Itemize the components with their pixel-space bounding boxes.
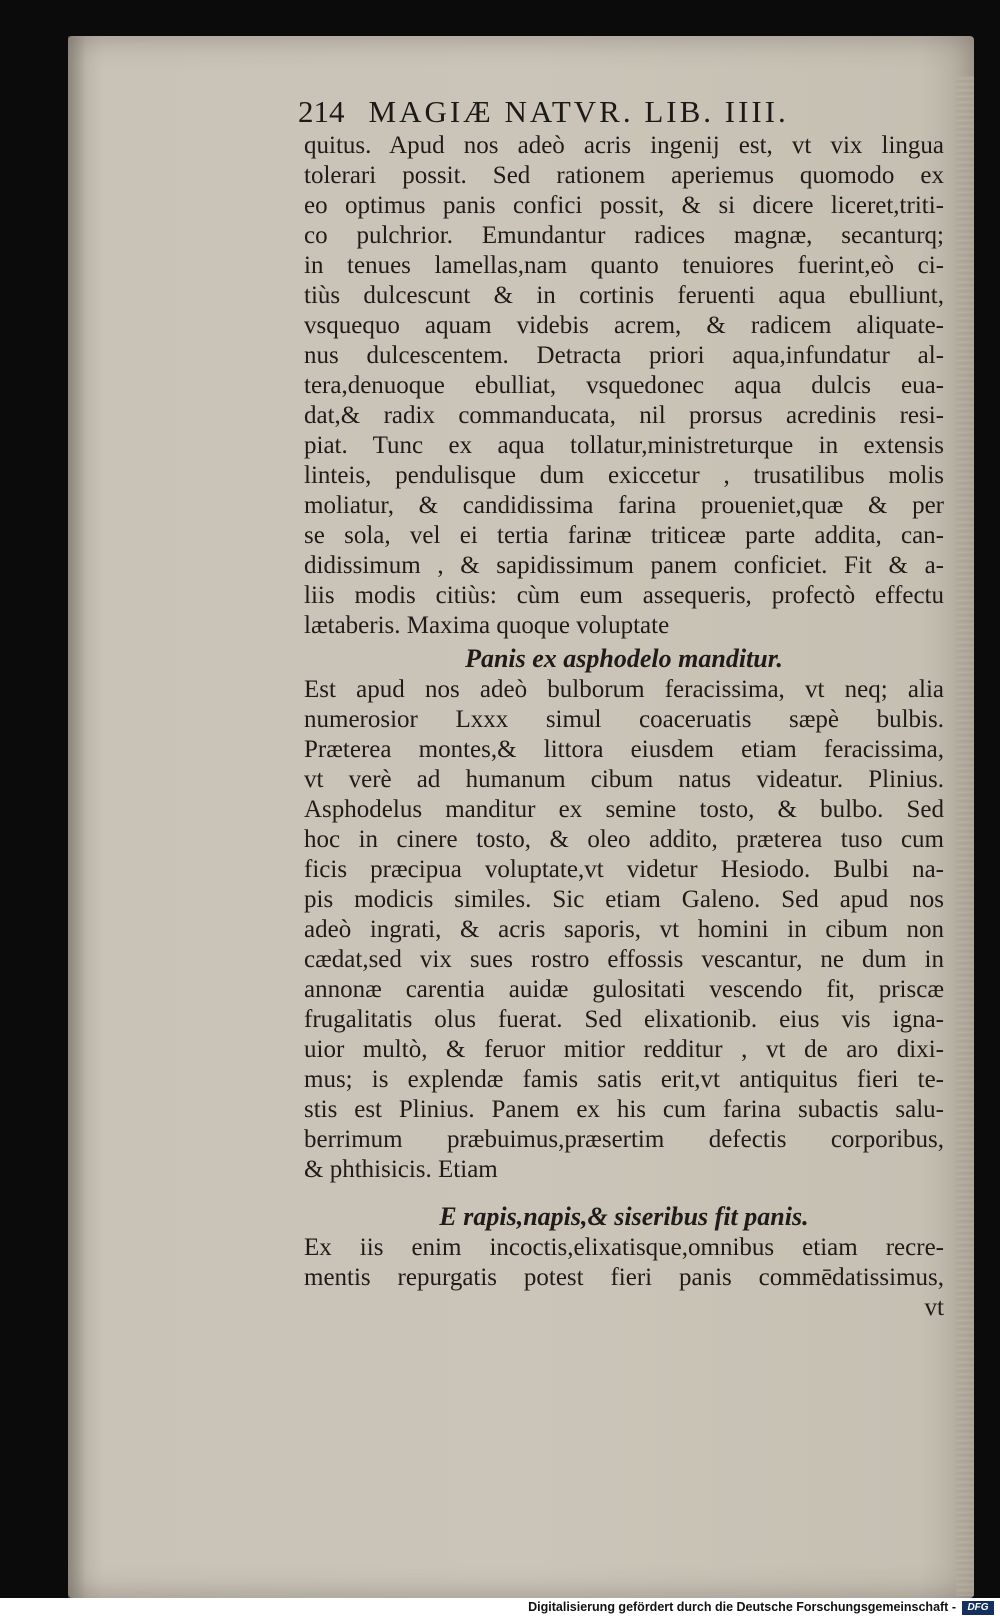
text-block xyxy=(304,131,944,1323)
text-line: stis est Plinius. Panem ex his cum farina subactis salu- xyxy=(304,1096,944,1123)
text-line: numerosior Lxxx simul coaceruatis sæpè bulbis. xyxy=(304,706,944,733)
text-line: mus; is explendæ famis satis erit,vt antiquitus fieri te- xyxy=(304,1066,944,1093)
text-line: quitus. Apud nos adeò acris ingenij est, vt vix lingua xyxy=(304,132,944,159)
text-line: vt verè ad humanum cibum natus videatur. Plinius. xyxy=(304,766,944,793)
text-line: berrimum præbuimus,præsertim defectis corporibus, xyxy=(304,1126,944,1153)
text-line: annonæ carentia auidæ gulositati vescendo fit, priscæ xyxy=(304,976,944,1003)
text-line: Ex iis enim incoctis,elixatisque,omnibus etiam recre- xyxy=(304,1234,944,1261)
page-number: 214 xyxy=(298,94,345,129)
text-line: liis modis citiùs: cùm eum assequeris, profectò effectu xyxy=(304,582,944,609)
text-line: ficis præcipua voluptate,vt videtur Hesiodo. Bulbi na- xyxy=(304,856,944,883)
text-line: uior multò, & feruor mitior redditur , vt de aro dixi- xyxy=(304,1036,944,1063)
funding-credit: Digitalisierung gefördert durch die Deutsche Forschungsgemeinschaft - xyxy=(528,1600,956,1614)
text-line: pis modicis similes. Sic etiam Galeno. Sed apud nos xyxy=(304,886,944,913)
text-line: & phthisicis. Etiam xyxy=(304,1156,498,1183)
text-line: mentis repurgatis potest fieri panis commēdatissimus, xyxy=(304,1264,944,1291)
text-line: cædat,sed vix sues rostro effossis vescantur, ne dum in xyxy=(304,946,944,973)
text-line: moliatur, & candidissima farina proueniet,quæ & per xyxy=(304,492,944,519)
text-line: adeò ingrati, & acris saporis, vt homini in cibum non xyxy=(304,916,944,943)
dfg-logo: DFG xyxy=(962,1601,994,1615)
text-line: Præterea montes,& littora eiusdem etiam feracissima, xyxy=(304,736,944,763)
catchword: vt xyxy=(924,1294,944,1321)
text-line: lætaberis. Maxima quoque voluptate xyxy=(304,612,670,639)
paragraph-1 xyxy=(304,131,944,641)
section-heading: Panis ex asphodelo manditur. xyxy=(465,644,783,673)
running-head-title: MAGIÆ NATVR. LIB. IIII. xyxy=(368,94,789,129)
text-line: vsquequo aquam videbis acrem, & radicem aliquate- xyxy=(304,312,944,339)
text-line: nus dulcescentem. Detracta priori aqua,infundatur al- xyxy=(304,342,944,369)
text-line: Est apud nos adeò bulborum feracissima, vt neq; alia xyxy=(304,676,944,703)
footer-bar xyxy=(0,1598,1000,1618)
paragraph-3 xyxy=(304,1233,944,1323)
text-line: se sola, vel ei tertia farinæ triticeæ parte addita, can- xyxy=(304,522,944,549)
page-edge xyxy=(956,76,974,1596)
section-heading: E rapis,napis,& siseribus fit panis. xyxy=(439,1202,809,1231)
text-line: tera,denuoque ebulliat, vsquedonec aqua dulcis eua- xyxy=(304,372,944,399)
text-line: eo optimus panis confici possit, & si dicere liceret,triti- xyxy=(304,192,944,219)
text-line: hoc in cinere tosto, & oleo addito, præterea tuso cum xyxy=(304,826,944,853)
text-line: Asphodelus manditur ex semine tosto, & bulbo. Sed xyxy=(304,796,944,823)
running-head xyxy=(298,94,898,134)
text-line: in tenues lamellas,nam quanto tenuiores fuerint,eò ci- xyxy=(304,252,944,279)
spacer xyxy=(304,1185,944,1199)
text-line: tolerari possit. Sed rationem aperiemus quomodo ex xyxy=(304,162,944,189)
text-line: linteis, pendulisque dum exiccetur , trusatilibus molis xyxy=(304,462,944,489)
text-line: tiùs dulcescunt & in cortinis feruenti aqua ebulliunt, xyxy=(304,282,944,309)
text-line: co pulchrior. Emundantur radices magnæ, secanturq; xyxy=(304,222,944,249)
text-line: piat. Tunc ex aqua tollatur,ministreturque in extensis xyxy=(304,432,944,459)
text-line: dat,& radix commanducata, nil prorsus acredinis resi- xyxy=(304,402,944,429)
text-line: didissimum , & sapidissimum panem conficiet. Fit & a- xyxy=(304,552,944,579)
text-line: frugalitatis olus fuerat. Sed elixationib. eius vis igna- xyxy=(304,1006,944,1033)
paragraph-2 xyxy=(304,675,944,1185)
